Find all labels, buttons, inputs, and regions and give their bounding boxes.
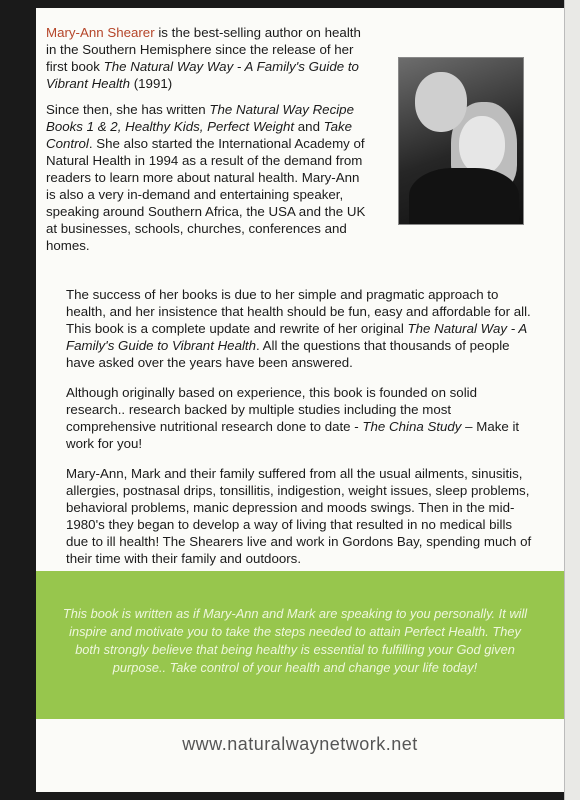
photo-figure-head-woman <box>459 116 505 174</box>
bio-paragraph-1: Mary-Ann Shearer is the best-selling author on health in the Southern Hemisphere since the release of her first book The Natural Way Way - A Family's Guide to Vibrant Health (1991) <box>46 25 361 91</box>
paragraph-family: Mary-Ann, Mark and their family suffered from all the usual ailments, sinusitis, allergies, postnasal drips, tonsillitis, indigestion, weight issues, sleep problems, behavioral problems, manic depression and moods swings. Then in the mid-1980's they began to develop a way of living that resulted in no medical bills due to ill health! The Shearers live and work in Gordons Bay, spending much of their time with their family and outdoors. <box>66 466 532 566</box>
author-name: Mary-Ann Shearer <box>46 25 155 40</box>
book-title-china-study: The China Study <box>362 419 462 434</box>
book-title-take-control: Take Control <box>46 119 353 151</box>
author-bio <box>46 24 366 263</box>
photo-figure-head-man <box>415 72 467 132</box>
author-photo <box>398 57 524 225</box>
book-titles: The Natural Way Recipe Books 1 & 2, Healthy Kids, Perfect Weight <box>46 102 354 134</box>
website-url[interactable]: www.naturalwaynetwork.net <box>182 734 418 754</box>
page-edge <box>564 0 580 800</box>
paragraph-research: Although originally based on experience, this book is founded on solid research.. research backed by multiple studies including the most comprehensive nutritional research done to date - The China Study – Make it work for you! <box>66 385 520 451</box>
green-banner-text: This book is written as if Mary-Ann and Mark are speaking to you personally. It will inspire and motivate you to take the steps needed to attain Perfect Health. They both strongly believe that being healthy is essential to fulfilling your God given purpose.. Take control of your health and change your life today! <box>62 606 528 675</box>
paragraph-success: The success of her books is due to her simple and pragmatic approach to health, and her insistence that health should be fun, easy and affordable for all. This book is a complete update and rewrite of her original The Natural Way - A Family's Guide to Vibrant Health. All the questions that thousands of people have asked over the years have been answered. <box>66 287 531 370</box>
book-title: The Natural Way Way - A Family's Guide to Vibrant Health <box>46 59 359 91</box>
photo-figure-body <box>409 168 519 225</box>
bio-paragraph-2: Since then, she has written The Natural Way Recipe Books 1 & 2, Healthy Kids, Perfect Weight and Take Control. She also started the International Academy of Natural Health in 1994 as a result of the demand from readers to learn more about natural health. Mary-Ann is also a very in-demand and entertaining speaker, speaking around Southern Africa, the USA and the UK at businesses, schools, churches, conferences and homes. <box>46 102 366 253</box>
book-title-original: The Natural Way - A Family's Guide to Vibrant Health <box>66 321 527 353</box>
